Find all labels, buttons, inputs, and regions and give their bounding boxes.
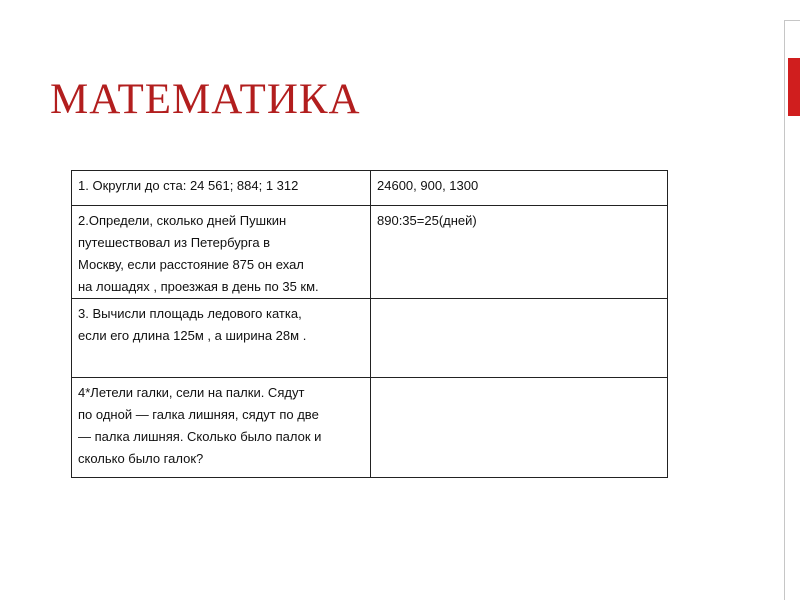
- answer-cell: [371, 299, 668, 378]
- slide-title: МАТЕМАТИКА: [50, 76, 361, 123]
- answer-cell: [371, 378, 668, 478]
- answer-cell: [371, 206, 668, 299]
- table-row: [72, 299, 668, 378]
- right-edge-accent: [788, 58, 800, 116]
- question-cell: [72, 206, 371, 299]
- question-text: 2.Определи, сколько дней Пушкин путешествовал из Петербурга в Москву, если расстояние 875 он ехал на лошадях , проезжая в день по 35 км.: [78, 213, 319, 294]
- right-edge-cap: [784, 0, 800, 21]
- question-cell: [72, 171, 371, 206]
- question-text: 3. Вычисли площадь ледового катка, если его длина 125м , а ширина 28м .: [78, 306, 307, 343]
- question-cell: [72, 299, 371, 378]
- answer-cell: [371, 171, 668, 206]
- table-row: [72, 171, 668, 206]
- tasks-table: [71, 170, 668, 478]
- question-text: 1. Округли до ста: 24 561; 884; 1 312: [78, 178, 299, 193]
- question-text: 4*Летели галки, сели на палки. Сядут по одной — галка лишняя, сядут по две — палка лишняя. Сколько было палок и сколько было галок?: [78, 385, 322, 466]
- table-row: [72, 378, 668, 478]
- answer-text: 890:35=25(дней): [377, 213, 477, 228]
- table-row: [72, 206, 668, 299]
- answer-text: 24600, 900, 1300: [377, 178, 479, 193]
- question-cell: [72, 378, 371, 478]
